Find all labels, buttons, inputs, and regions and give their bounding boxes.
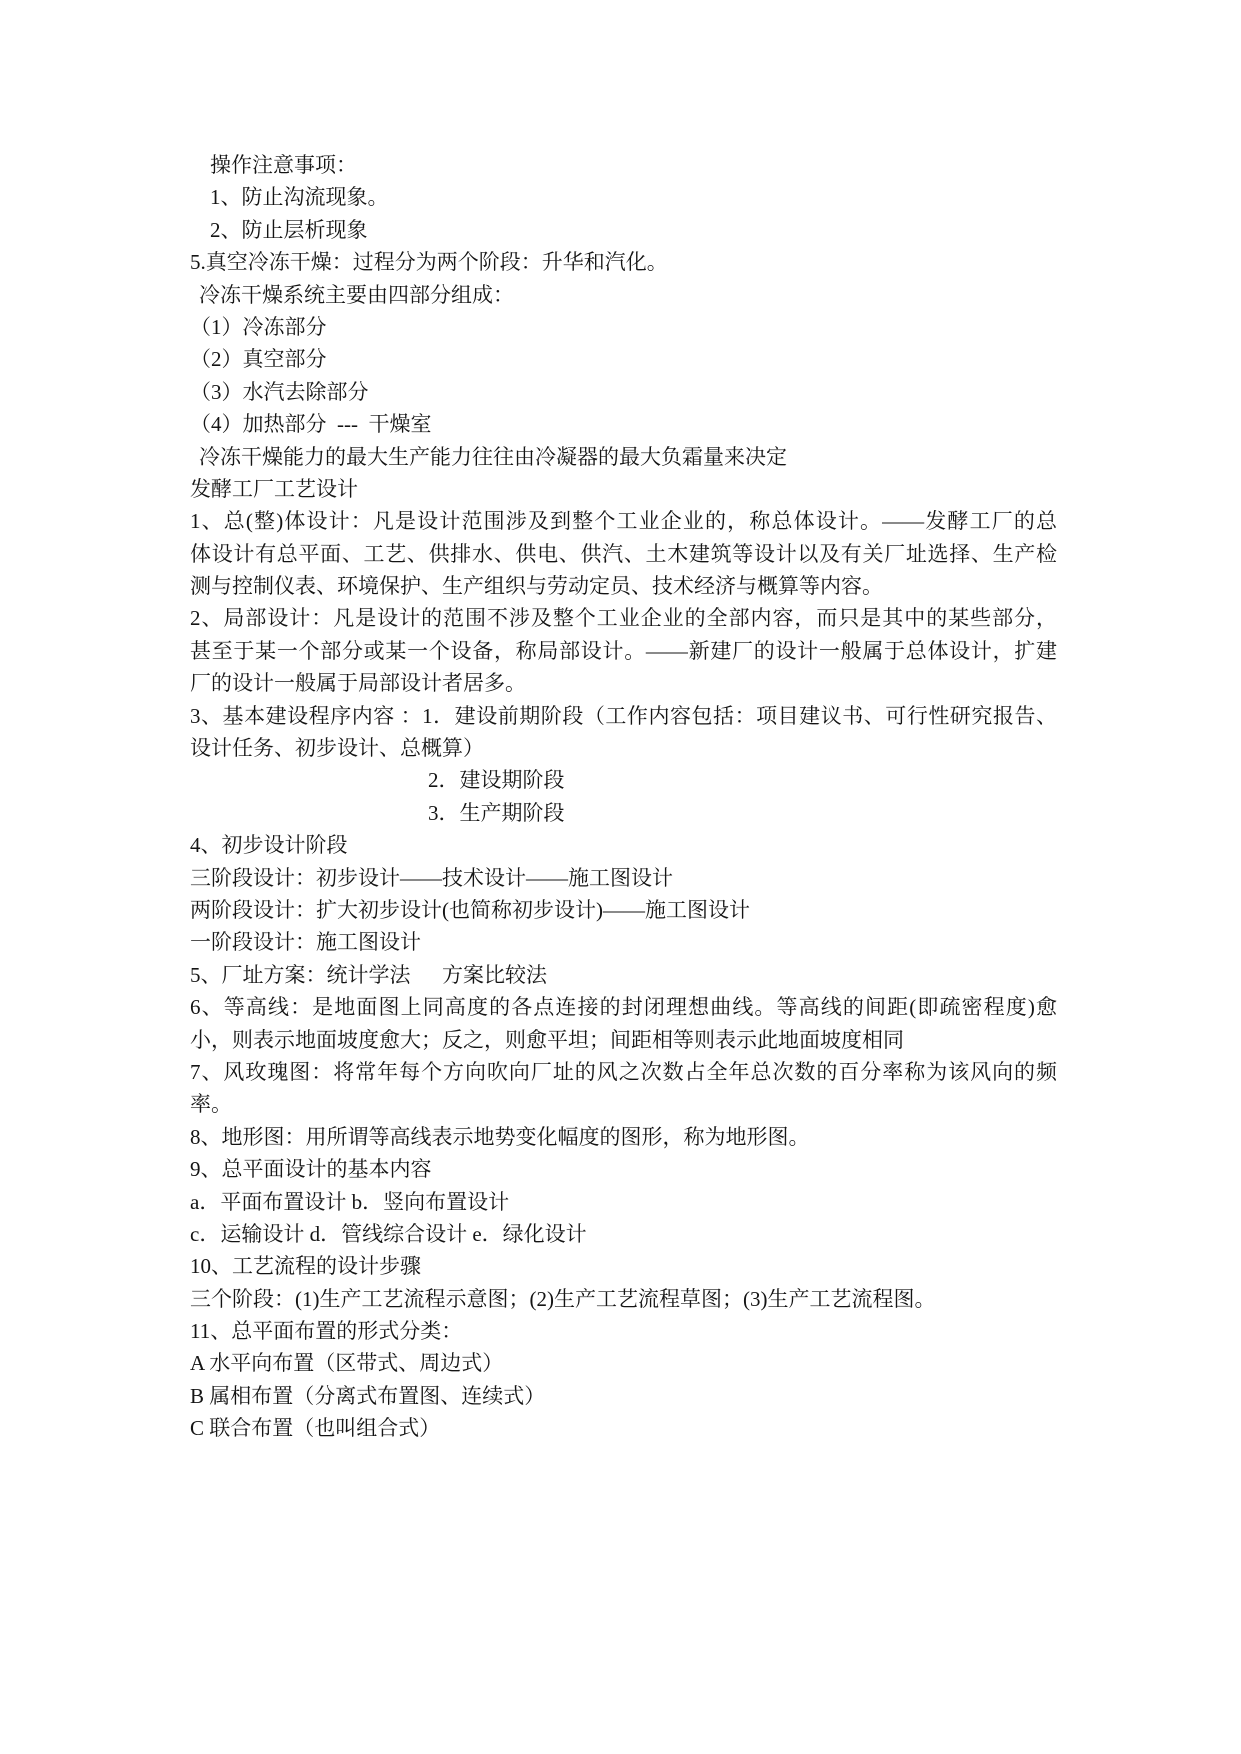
numbered-item-line: 6、等高线：是地面图上同高度的各点连接的封闭理想曲线。等高线的间距(即疏密程度)愈: [190, 995, 1057, 1020]
numbered-item-line: 3、基本建设程序内容 ：1．建设前期阶段（工作内容包括：项目建议书、可行性研究报告、: [190, 703, 1057, 728]
notes-item: 2、防止层析现象: [210, 217, 368, 242]
stage-item: 2．建设期阶段: [428, 768, 565, 793]
layout-type-item: A 水平向布置（区带式、周边式）: [190, 1351, 504, 1376]
notes-item: 1、防止沟流现象。: [210, 185, 389, 210]
numbered-item-line: 9、总平面设计的基本内容: [190, 1157, 432, 1182]
numbered-item-line: 1、总(整)体设计：凡是设计范围涉及到整个工业企业的，称总体设计。——发酵工厂的总: [190, 509, 1057, 534]
paragraph-line: 两阶段设计：扩大初步设计(也简称初步设计)——施工图设计: [190, 897, 750, 922]
numbered-item-line: 10、工艺流程的设计步骤: [190, 1254, 421, 1279]
freeze-drying-heading: 5.真空冷冻干燥：过程分为两个阶段：升华和汽化。: [190, 250, 668, 275]
numbered-item-line: 4、初步设计阶段: [190, 833, 348, 858]
freeze-drying-component-item: （4）加热部分 --- 干燥室: [190, 412, 432, 437]
paragraph-line: 一阶段设计：施工图设计: [190, 930, 421, 955]
numbered-item-line: 2、局部设计：凡是设计的范围不涉及整个工业企业的全部内容，而只是其中的某些部分，: [190, 606, 1057, 631]
document-page: [190, 149, 1057, 1445]
paragraph-line: 甚至于某一个部分或某一个设备，称局部设计。——新建厂的设计一般属于总体设计，扩建: [190, 638, 1057, 663]
paragraph-line: 冷冻干燥系统主要由四部分组成：: [199, 282, 514, 307]
paragraph-line: 设计任务、初步设计、总概算）: [190, 736, 484, 761]
paragraph-line: 体设计有总平面、工艺、供排水、供电、供汽、土木建筑等设计以及有关厂址选择、生产检: [190, 541, 1057, 566]
stage-item: 3．生产期阶段: [428, 800, 565, 825]
numbered-item-line: 11、总平面布置的形式分类：: [190, 1319, 463, 1344]
freeze-drying-component-item: （2）真空部分: [190, 347, 327, 372]
lettered-list-line: c．运输设计 d．管线综合设计 e．绿化设计: [190, 1221, 587, 1246]
paragraph-line: 测与控制仪表、环境保护、生产组织与劳动定员、技术经济与概算等内容。: [190, 574, 883, 599]
section-heading: 发酵工厂工艺设计: [190, 476, 358, 501]
paragraph-line: 三个阶段：(1)生产工艺流程示意图；(2)生产工艺流程草图；(3)生产工艺流程图。: [190, 1286, 936, 1311]
numbered-item-line: 5、厂址方案：统计学法 方案比较法: [190, 962, 547, 987]
paragraph-line: 小，则表示地面坡度愈大；反之，则愈平坦；间距相等则表示此地面坡度相同: [190, 1027, 904, 1052]
layout-type-item: B 属相布置（分离式布置图、连续式）: [190, 1383, 546, 1408]
paragraph-line: 率。: [190, 1092, 232, 1117]
numbered-item-line: 8、地形图：用所谓等高线表示地势变化幅度的图形，称为地形图。: [190, 1124, 810, 1149]
paragraph-line: 冷冻干燥能力的最大生产能力往往由冷凝器的最大负霜量来决定: [199, 444, 787, 469]
numbered-item-line: 7、风玫瑰图：将常年每个方向吹向厂址的风之次数占全年总次数的百分率称为该风向的频: [190, 1059, 1057, 1084]
paragraph-line: 厂的设计一般属于局部设计者居多。: [190, 671, 526, 696]
lettered-list-line: a．平面布置设计 b．竖向布置设计: [190, 1189, 510, 1214]
freeze-drying-component-item: （3）水汽去除部分: [190, 379, 369, 404]
layout-type-item: C 联合布置（也叫组合式）: [190, 1416, 441, 1441]
notes-heading: 操作注意事项：: [210, 153, 357, 177]
freeze-drying-component-item: （1）冷冻部分: [190, 314, 327, 339]
paragraph-line: 三阶段设计：初步设计——技术设计——施工图设计: [190, 865, 673, 890]
